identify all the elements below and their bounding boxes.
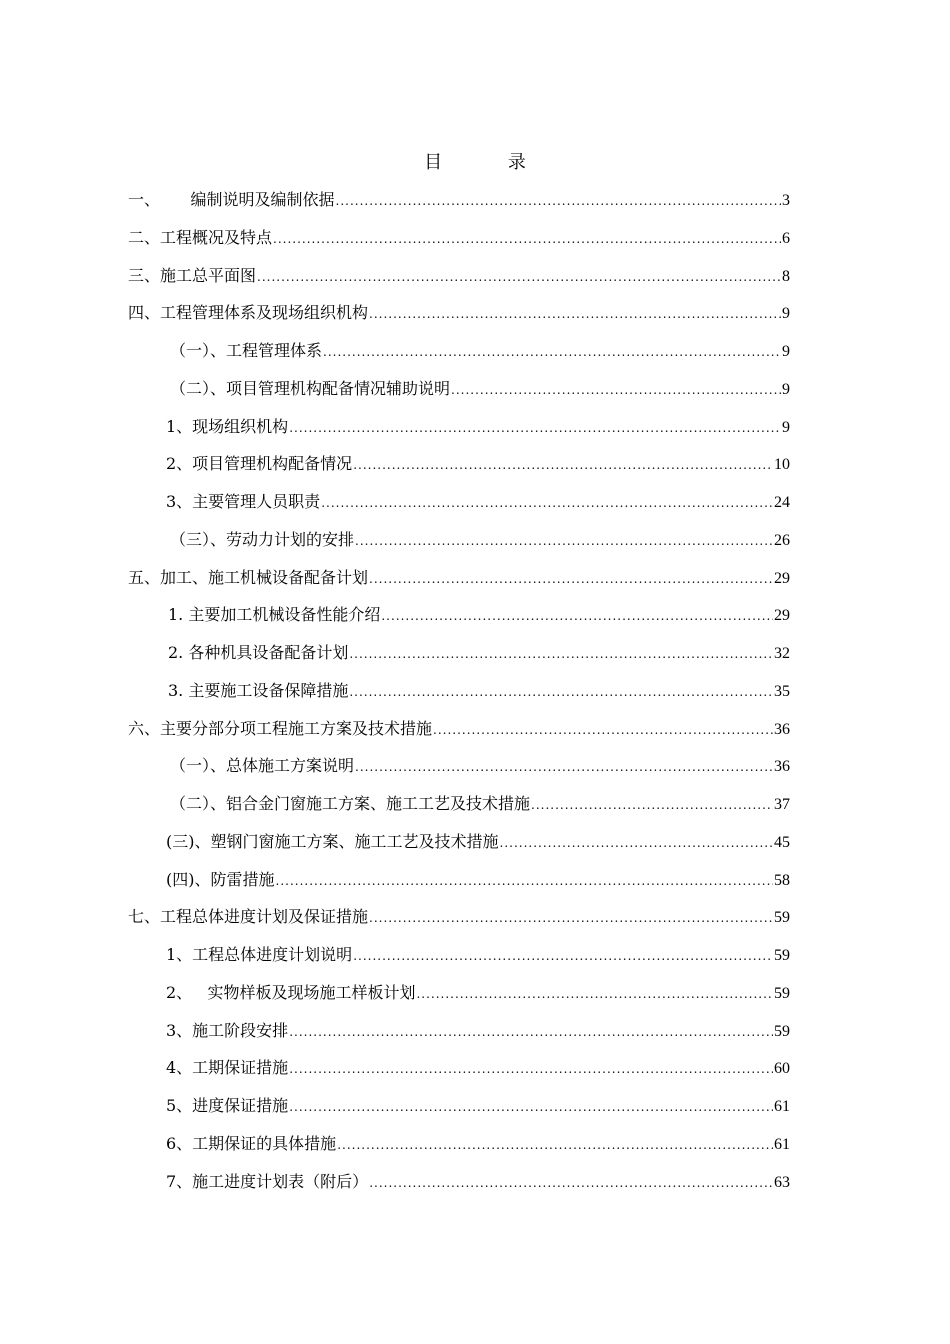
toc-entry-page-number: 9 xyxy=(782,305,790,323)
toc-dot-leader xyxy=(273,225,781,253)
toc-dot-leader xyxy=(369,1169,773,1197)
toc-entry[interactable] xyxy=(128,715,790,753)
toc-entry[interactable] xyxy=(128,828,790,866)
toc-dot-leader xyxy=(323,338,781,366)
toc-entry-label: （三）、劳动力计划的安排 xyxy=(170,529,355,549)
toc-entry-page-number: 9 xyxy=(782,418,790,436)
toc-dot-leader xyxy=(381,602,773,630)
toc-entry-label: 五、加工、施工机械设备配备计划 xyxy=(128,567,369,587)
toc-entry-label: 七、工程总体进度计划及保证措施 xyxy=(128,907,369,927)
toc-entry-page-number: 37 xyxy=(774,796,790,813)
toc-entry[interactable] xyxy=(128,337,790,375)
toc-entry[interactable] xyxy=(128,224,790,262)
toc-dot-leader xyxy=(289,414,781,442)
toc-entry-label: 1、工程总体进度计划说明 xyxy=(166,945,353,964)
toc-entry-label: （一）、工程管理体系 xyxy=(170,341,323,360)
toc-entry-page-number: 36 xyxy=(774,720,790,738)
toc-entry-page-number: 59 xyxy=(774,984,790,1002)
toc-entry-label: （二）、项目管理机构配备情况辅助说明 xyxy=(170,378,451,398)
toc-dot-leader xyxy=(416,980,773,1008)
toc-entry[interactable] xyxy=(128,752,790,790)
toc-dot-leader xyxy=(369,300,781,328)
toc-entry-page-number: 35 xyxy=(774,682,790,700)
toc-entry[interactable] xyxy=(128,413,790,451)
toc-entry-page-number: 59 xyxy=(774,947,790,964)
toc-entry[interactable] xyxy=(128,1092,790,1130)
toc-dot-leader xyxy=(531,791,773,819)
toc-dot-leader xyxy=(289,1018,773,1046)
toc-entry-label: (三)、塑钢门窗施工方案、施工工艺及技术措施 xyxy=(166,831,499,851)
toc-dot-leader xyxy=(349,678,773,706)
toc-entry-label: 4、工期保证措施 xyxy=(166,1058,289,1078)
toc-entry-page-number: 8 xyxy=(782,267,790,285)
toc-entry[interactable] xyxy=(128,375,790,413)
toc-entry-page-number: 59 xyxy=(774,909,790,927)
table-of-contents xyxy=(128,186,790,1205)
toc-entry[interactable] xyxy=(128,450,790,488)
toc-entry-page-number: 36 xyxy=(774,758,790,776)
toc-entry-page-number: 63 xyxy=(774,1173,790,1191)
toc-dot-leader xyxy=(276,867,774,895)
toc-entry[interactable] xyxy=(128,1168,790,1206)
toc-entry-label: （一）、总体施工方案说明 xyxy=(170,756,355,776)
toc-entry[interactable] xyxy=(128,1017,790,1055)
toc-entry-label: 2、项目管理机构配备情况 xyxy=(166,454,353,474)
toc-entry-page-number: 45 xyxy=(774,833,790,851)
toc-entry-page-number: 59 xyxy=(774,1022,790,1040)
toc-title: 目 录 xyxy=(424,152,556,173)
toc-dot-leader xyxy=(369,904,773,932)
toc-entry[interactable] xyxy=(128,601,790,639)
toc-entry[interactable] xyxy=(128,903,790,941)
toc-entry-label: 二、工程概况及特点 xyxy=(128,227,273,247)
toc-entry[interactable] xyxy=(128,677,790,715)
toc-entry[interactable] xyxy=(128,790,790,828)
toc-dot-leader xyxy=(355,527,773,555)
toc-entry[interactable] xyxy=(128,488,790,526)
toc-dot-leader xyxy=(336,187,781,215)
toc-entry-label: 3. 主要施工设备保障措施 xyxy=(168,680,349,700)
toc-dot-leader xyxy=(257,263,781,291)
toc-dot-leader xyxy=(500,829,774,857)
toc-entry[interactable] xyxy=(128,941,790,979)
toc-entry[interactable] xyxy=(128,262,790,300)
toc-entry[interactable] xyxy=(128,564,790,602)
toc-entry-label: 六、主要分部分项工程施工方案及技术措施 xyxy=(128,718,433,738)
toc-dot-leader xyxy=(337,1131,773,1159)
toc-entry-label: （二）、铝合金门窗施工方案、施工工艺及技术措施 xyxy=(170,794,531,813)
toc-entry[interactable] xyxy=(128,1130,790,1168)
toc-dot-leader xyxy=(451,376,781,404)
toc-dot-leader xyxy=(321,489,773,517)
toc-entry-page-number: 6 xyxy=(782,229,790,247)
toc-entry-label: 四、工程管理体系及现场组织机构 xyxy=(128,303,369,323)
toc-entry[interactable] xyxy=(128,639,790,677)
toc-entry-page-number: 9 xyxy=(782,380,790,398)
toc-dot-leader xyxy=(433,716,773,744)
toc-entry-label: 一、 编制说明及编制依据 xyxy=(128,190,335,209)
toc-dot-leader xyxy=(353,451,773,479)
toc-entry-label: (四)、防雷措施 xyxy=(166,869,275,889)
toc-entry[interactable] xyxy=(128,866,790,904)
toc-dot-leader xyxy=(355,753,773,781)
toc-entry-label: 2、 实物样板及现场施工样板计划 xyxy=(166,982,416,1002)
toc-entry-page-number: 24 xyxy=(774,494,790,511)
toc-entry-page-number: 9 xyxy=(782,343,790,360)
toc-entry-page-number: 61 xyxy=(774,1135,790,1153)
toc-entry-label: 6、工期保证的具体措施 xyxy=(166,1133,337,1153)
toc-entry-page-number: 60 xyxy=(774,1060,790,1078)
toc-dot-leader xyxy=(289,1055,773,1083)
toc-entry-label: 3、主要管理人员职责 xyxy=(166,492,321,511)
toc-entry-label: 2. 各种机具设备配备计划 xyxy=(168,643,349,662)
toc-entry-label: 3、施工阶段安排 xyxy=(166,1020,289,1040)
toc-entry-page-number: 10 xyxy=(774,456,790,474)
toc-dot-leader xyxy=(349,640,773,668)
toc-entry-page-number: 61 xyxy=(774,1098,790,1115)
toc-entry-label: 5、进度保证措施 xyxy=(166,1096,289,1115)
toc-entry-page-number: 29 xyxy=(774,569,790,587)
toc-entry[interactable] xyxy=(128,1054,790,1092)
toc-entry[interactable] xyxy=(128,526,790,564)
toc-entry-page-number: 32 xyxy=(774,645,790,662)
toc-dot-leader xyxy=(289,1093,773,1121)
toc-entry-label: 7、施工进度计划表（附后） xyxy=(166,1171,369,1191)
toc-entry-page-number: 3 xyxy=(782,192,790,209)
toc-dot-leader xyxy=(369,565,773,593)
toc-entry[interactable] xyxy=(128,979,790,1017)
toc-entry-page-number: 29 xyxy=(774,607,790,625)
toc-entry-label: 1、现场组织机构 xyxy=(166,416,289,436)
toc-entry[interactable] xyxy=(128,186,790,224)
toc-dot-leader xyxy=(353,942,773,970)
toc-entry-page-number: 26 xyxy=(774,531,790,549)
toc-entry-label: 三、施工总平面图 xyxy=(128,265,257,285)
toc-entry-label: 1. 主要加工机械设备性能介绍 xyxy=(168,605,381,625)
toc-entry[interactable] xyxy=(128,299,790,337)
toc-entry-page-number: 58 xyxy=(774,871,790,889)
